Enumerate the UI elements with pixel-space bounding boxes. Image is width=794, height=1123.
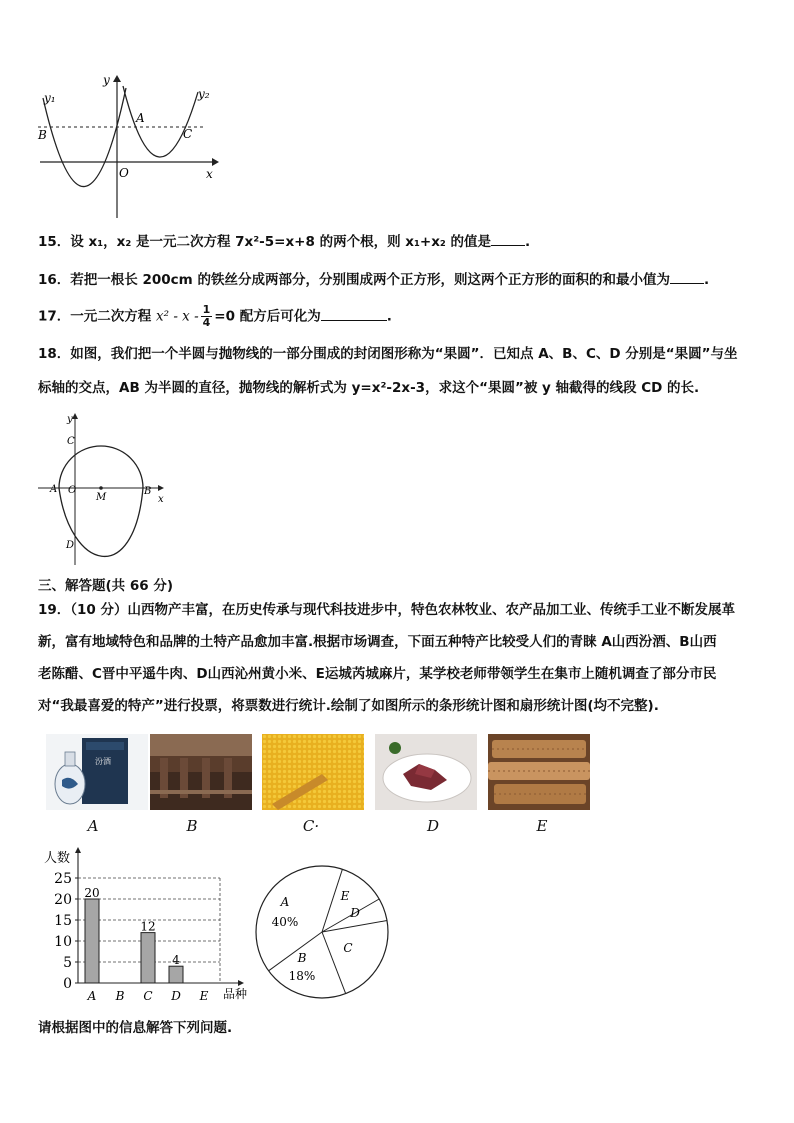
q17-text-b: =0 配方后可化为 <box>214 308 321 325</box>
data-label-c: 12 <box>140 919 156 934</box>
pie-percent-a: 40% <box>271 915 299 929</box>
x-axis-arrow <box>238 980 244 986</box>
q17-text-a: 一元二次方程 <box>70 308 156 325</box>
y-axis-arrow <box>75 847 81 853</box>
y-tick-label: 5 <box>63 955 72 971</box>
q19-line4: 对“我最喜爱的特产”进行投票，将票数进行统计.绘制了如图所示的条形统计图和扇形统计图(均不完整). <box>38 698 659 714</box>
bar-c <box>141 933 155 983</box>
y-tick-label: 15 <box>54 913 72 929</box>
label-A: A <box>136 111 145 125</box>
question-17 <box>38 304 392 329</box>
photo-sesame-crisps <box>488 734 590 810</box>
q15-number: 15． <box>38 234 71 250</box>
label-M: M <box>96 492 107 503</box>
question-18 <box>38 344 758 398</box>
q17-fraction <box>201 304 213 329</box>
q17-answer-blank[interactable] <box>321 308 387 321</box>
label-C: C <box>183 127 193 141</box>
label-y: y <box>103 73 110 87</box>
q16-end: . <box>703 272 710 288</box>
label-O: O <box>119 166 129 180</box>
y-axis-arrow <box>72 413 78 419</box>
q19-line1: 19．（10 分）山西物产丰富，在历史传承与现代科技进步中，特色农林牧业、农产品加工业、传统手工业不断发展革 <box>38 602 736 618</box>
photo-label-e: E <box>536 817 548 835</box>
question-15 <box>38 232 530 252</box>
photo-label-b: B <box>186 817 198 835</box>
category-label-a: A <box>87 989 97 1003</box>
label-B: B <box>144 486 152 497</box>
pie-label-d: D <box>350 906 360 920</box>
label-B: B <box>38 128 47 142</box>
pie-label-b: B <box>297 951 307 965</box>
x-axis-arrow <box>158 485 164 491</box>
q15-answer-blank[interactable] <box>491 233 525 246</box>
label-C: C <box>67 436 75 447</box>
category-label-b: B <box>115 989 125 1003</box>
semicircle <box>59 446 143 488</box>
y-tick-label: 20 <box>54 892 72 908</box>
photo-label-d: D <box>426 817 440 835</box>
q15-end: . <box>525 234 531 250</box>
q17-frac-denominator: 4 <box>202 316 211 329</box>
q16-number: 16． <box>38 272 71 288</box>
q17-number: 17． <box>38 308 71 325</box>
label-y: y <box>67 414 73 425</box>
pie-label-e: E <box>340 889 350 903</box>
label-A: A <box>50 484 58 495</box>
q17-frac-numerator: 1 <box>202 303 211 316</box>
label-O: O <box>68 485 77 496</box>
photo-beef <box>375 734 477 810</box>
label-x: x <box>158 494 164 505</box>
y-tick-label: 10 <box>54 934 72 950</box>
bar-a <box>85 899 99 983</box>
photo-vinegar-workshop <box>150 734 252 810</box>
data-label-d: 4 <box>172 953 180 968</box>
q17-equation: x² - x - <box>156 308 199 325</box>
pie-percent-b: 18% <box>288 969 316 983</box>
category-label-d: D <box>171 989 181 1003</box>
pie-label-a: A <box>280 895 290 909</box>
label-x: x <box>206 167 213 181</box>
question-16 <box>38 270 709 290</box>
parabola-graph <box>30 70 230 225</box>
pie-label-c: C <box>343 941 353 955</box>
q16-text-b: 的铁丝分成两部分，分别围成两个正方形，则这两个正方形的面积的和最小值为 <box>192 272 670 288</box>
q16-text-a: 若把一根长 <box>70 272 143 288</box>
q17-end: . <box>386 308 392 325</box>
bar-chart <box>30 845 260 1010</box>
label-D: D <box>66 540 75 551</box>
y-tick-label: 25 <box>54 871 72 887</box>
photo-label-c: C· <box>302 817 320 835</box>
x-axis-arrow <box>212 158 219 166</box>
q19-line2: 新，富有地域特色和品牌的土特产品愈加丰富.根据市场调查，下面五种特产比较受人们的青睐 A山西汾酒、B山西 <box>38 634 717 650</box>
x-axis-title: 品种 <box>223 987 248 1001</box>
closing-instruction: 请根据图中的信息解答下列问题. <box>38 1020 233 1036</box>
q16-answer-blank[interactable] <box>670 271 704 284</box>
label-y2: y₂ <box>198 87 210 101</box>
y-axis-title: 人数 <box>44 851 71 866</box>
parabola-y2 <box>123 86 198 157</box>
category-label-c: C <box>143 989 153 1003</box>
q16-length: 200cm <box>142 272 193 288</box>
photo-millet <box>262 734 364 810</box>
photo-fenjiu-liquor <box>46 734 148 810</box>
bottle-label: 汾酒 <box>95 757 111 766</box>
pie-chart <box>250 860 395 1005</box>
section-3-title: 三、解答题(共 66 分) <box>38 578 174 594</box>
center-point-m <box>99 486 103 490</box>
category-label-e: E <box>199 989 209 1003</box>
y-tick-label: 0 <box>63 976 72 992</box>
label-y1: y₁ <box>44 91 56 105</box>
q19-line3: 老陈醋、C晋中平遥牛肉、D山西沁州黄小米、E运城芮城麻片，某学校老师带领学生在集市上随机调查了部分市民 <box>38 666 717 682</box>
q18-line1: 18．如图，我们把一个半圆与抛物线的一部分围成的封闭图形称为“果圆”．已知点 A、B、C、D 分别是“果圆”与坐 <box>38 346 738 362</box>
data-label-a: 20 <box>84 886 100 900</box>
photo-label-a: A <box>87 817 99 835</box>
fruit-circle-graph <box>30 410 180 570</box>
q15-text: 设 x₁，x₂ 是一元二次方程 7x²-5=x+8 的两个根，则 x₁+x₂ 的值是 <box>70 234 492 250</box>
question-19 <box>38 600 758 716</box>
y-axis-arrow <box>113 75 121 82</box>
q18-line2: 标轴的交点，AB 为半圆的直径，抛物线的解析式为 y=x²-2x-3，求这个“果圆”被 y 轴截得的线段 CD 的长. <box>38 380 700 396</box>
bar-d <box>169 966 183 983</box>
